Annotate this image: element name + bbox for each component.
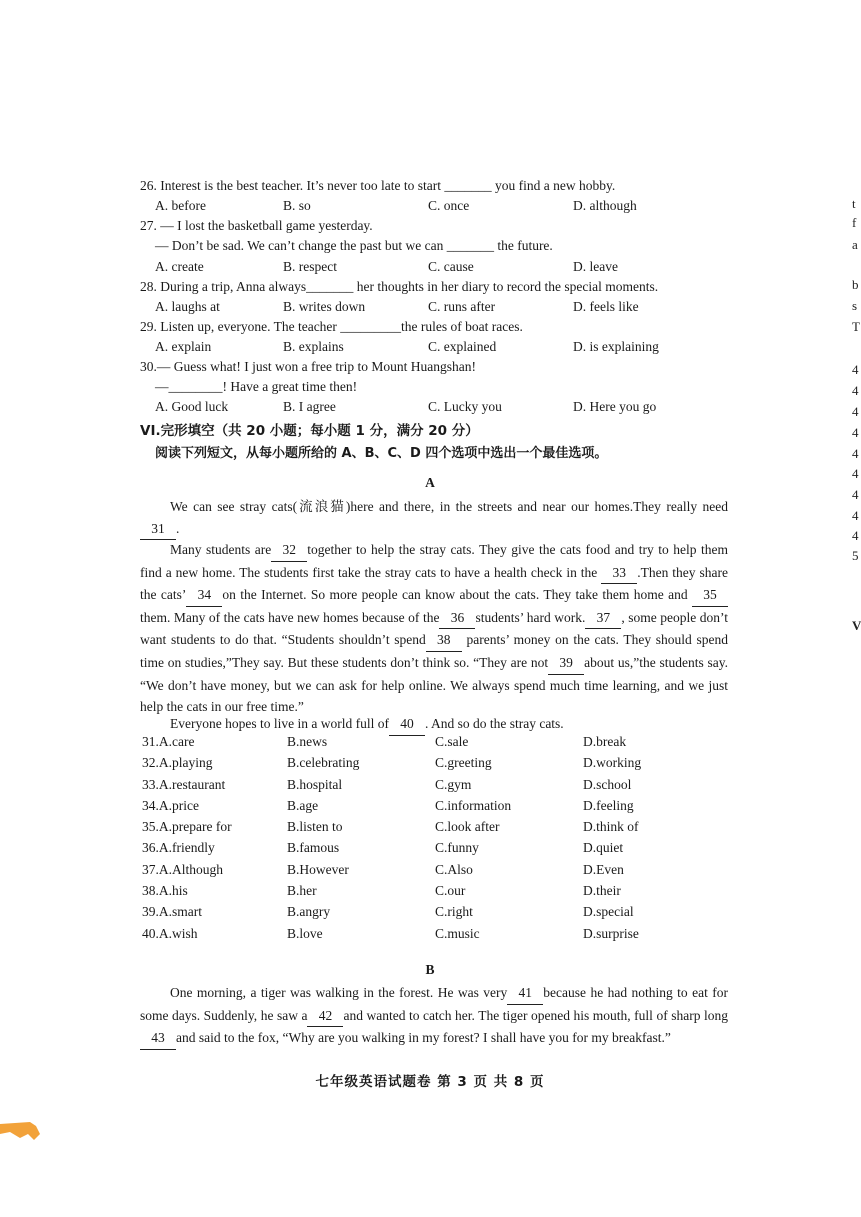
choice-row (142, 840, 742, 861)
choice: 35.A.prepare for (142, 819, 232, 835)
option: D. although (573, 198, 637, 213)
choice-row (142, 798, 742, 819)
passage-text: and wanted to catch her. The tiger opened his mouth, full of sharp long (343, 1007, 728, 1023)
passage-a-paragraph-2 (140, 539, 728, 718)
option: B. explains (283, 339, 344, 354)
option: D. is explaining (573, 339, 659, 354)
choice: D.break (583, 734, 627, 749)
question-28-stem: 28. During a trip, Anna always_______ her thoughts in her diary to record the special moments. (140, 279, 659, 294)
option: C. Lucky you (428, 399, 502, 414)
choice: D.school (583, 776, 632, 792)
option: B. I agree (283, 399, 336, 414)
choice: C.greeting (435, 755, 492, 771)
section-heading: VI.完形填空（共 20 小题；每小题 1 分，满分 20 分） (140, 423, 479, 439)
choice-row (142, 819, 742, 840)
passage-text: . (176, 520, 180, 536)
question-27-stem: 27. — I lost the basketball game yesterday. (140, 218, 373, 233)
choices-table (142, 734, 742, 947)
passage-text: . And so do the stray cats. (424, 716, 564, 731)
choice-row (142, 755, 742, 776)
blank-38: 38 (426, 629, 462, 652)
choice: D.working (583, 755, 642, 771)
choice: C.Also (435, 861, 473, 877)
choice: 32.A.playing (142, 755, 213, 771)
passage-text: Many students are (170, 542, 272, 557)
edge-char: 4 (852, 508, 859, 523)
edge-char: V (852, 618, 861, 633)
edge-char: a (852, 237, 858, 252)
passage-a-title: A (425, 475, 435, 490)
passage-text: , some people don’t want students to do that. “Students shouldn’t spend (140, 609, 729, 648)
choice: D.Even (583, 861, 624, 877)
choice: D.their (583, 883, 621, 899)
blank-34: 34 (186, 584, 222, 607)
edge-char: b (852, 277, 859, 292)
choice: D.surprise (583, 925, 639, 941)
option: A. before (155, 198, 206, 213)
page-footer: 七年级英语试题卷 第 3 页 共 8 页 (315, 1074, 545, 1090)
passage-text: them. Many of the cats have new homes because of the (140, 609, 440, 625)
choice: C.music (435, 925, 480, 941)
choice: 37.A.Although (142, 861, 223, 877)
choice: B.news (287, 734, 328, 749)
choice: B.famous (287, 840, 340, 856)
edge-char: 5 (852, 548, 859, 563)
passage-text: One morning, a tiger was walking in the forest. He was very (170, 985, 508, 1000)
passage-text: because he had nothing to eat for some days. Suddenly, he saw a (140, 985, 729, 1023)
passage-text: .Then they share the cats’ (140, 564, 728, 603)
edge-char: s (852, 298, 858, 313)
blank-43: 43 (140, 1027, 176, 1050)
choice: C.look after (435, 819, 500, 835)
edge-char: 4 (852, 383, 859, 398)
option: B. so (283, 198, 311, 213)
option: D. leave (573, 259, 618, 274)
edge-char: t (852, 196, 856, 211)
choice: C.gym (435, 776, 472, 792)
stamp-mark-icon (0, 1120, 44, 1142)
choice: D.quiet (583, 840, 624, 856)
section-instruction: 阅读下列短文，从每小题所给的 A、B、C、D 四个选项中选出一个最佳选项。 (155, 446, 608, 461)
passage-a-paragraph-1 (140, 496, 728, 540)
edge-char: T (852, 319, 860, 334)
blank-32: 32 (271, 539, 307, 562)
question-29-stem: 29. Listen up, everyone. The teacher _________the rules of boat races. (140, 319, 523, 334)
passage-text: on the Internet. So more people can know about the cats. They take them home and (222, 587, 692, 603)
choice: B.love (287, 925, 323, 941)
edge-char: 4 (852, 466, 859, 481)
choice-row (142, 926, 742, 947)
choice: B.her (287, 883, 317, 899)
choice-row (142, 862, 742, 883)
passage-text: about us,”the students say. “We don’t have money, but we can ask for help online. We always spend much time learning, and we just help the cats in our free time.” (140, 654, 728, 715)
blank-41: 41 (507, 982, 543, 1005)
passage-text: parents’ money on the cats. They should spend time on studies,”They say. But these students don’t think so. “They are not (140, 632, 728, 670)
passage-a-paragraph-3 (140, 713, 728, 736)
option: A. laughs at (155, 299, 220, 314)
choice: B.hospital (287, 776, 343, 792)
choice: B.However (287, 861, 349, 877)
choice: C.funny (435, 840, 479, 856)
edge-char: 4 (852, 528, 859, 543)
question-27-stem-2: — Don’t be sad. We can’t change the past but we can _______ the future. (155, 238, 553, 253)
blank-33: 33 (601, 562, 637, 585)
option: B. writes down (283, 299, 366, 314)
question-26-stem: 26. Interest is the best teacher. It’s never too late to start _______ you find a new hobby. (140, 178, 616, 193)
choice: D.think of (583, 819, 639, 835)
choice: 33.A.restaurant (142, 776, 226, 792)
choice: B.celebrating (287, 755, 360, 771)
passage-text: We can see stray cats(流浪猫)here and there, in the streets and near our homes.They really need (170, 499, 728, 514)
edge-char: 4 (852, 362, 859, 377)
blank-35: 35 (692, 584, 728, 607)
edge-char: 4 (852, 446, 859, 461)
choice: C.information (435, 797, 512, 813)
option: D. feels like (573, 299, 639, 314)
choice: C.sale (435, 734, 469, 749)
option: C. once (428, 198, 470, 213)
blank-39: 39 (548, 652, 584, 675)
choice: B.age (287, 797, 319, 813)
passage-b-title: B (425, 962, 435, 977)
option: A. create (155, 259, 204, 274)
option: A. Good luck (155, 399, 229, 414)
choice: 40.A.wish (142, 925, 198, 941)
choice-row (142, 904, 742, 925)
passage-text: students’ hard work. (475, 609, 586, 625)
edge-char: f (852, 215, 857, 230)
choice: D.feeling (583, 797, 634, 813)
question-30-stem: 30.— Guess what! I just won a free trip to Mount Huangshan! (140, 359, 476, 374)
edge-char: 4 (852, 404, 859, 419)
choice: 38.A.his (142, 883, 188, 899)
edge-char: 4 (852, 425, 859, 440)
option: C. explained (428, 339, 497, 354)
option: C. cause (428, 259, 474, 274)
option: B. respect (283, 259, 337, 274)
choice: C.right (435, 904, 473, 920)
choice: B.angry (287, 904, 331, 920)
choice-row (142, 734, 742, 755)
passage-b-paragraph (140, 982, 728, 1050)
question-30-stem-2: —________! Have a great time then! (155, 379, 358, 394)
choice: 36.A.friendly (142, 840, 215, 856)
choice: 34.A.price (142, 797, 199, 813)
passage-text: together to help the stray cats. They give the cats food and try to help them find a new home. The students first take the stray cats to have a health check in the (140, 542, 728, 580)
option: C. runs after (428, 299, 496, 314)
choice: 39.A.smart (142, 904, 202, 920)
blank-36: 36 (439, 607, 475, 630)
choice: B.listen to (287, 819, 343, 835)
blank-42: 42 (307, 1005, 343, 1028)
option: A. explain (155, 339, 212, 354)
choice: C.our (435, 883, 466, 899)
choice-row (142, 883, 742, 904)
blank-31: 31 (140, 518, 176, 541)
option: D. Here you go (573, 399, 657, 414)
choice: 31.A.care (142, 734, 195, 749)
blank-37: 37 (585, 607, 621, 630)
passage-text: Everyone hopes to live in a world full of (170, 716, 389, 731)
choice: D.special (583, 904, 634, 920)
edge-char: 4 (852, 487, 859, 502)
choice-row (142, 777, 742, 798)
passage-text: and said to the fox, “Why are you walking in my forest? I shall have you for my breakfast.” (176, 1030, 671, 1046)
blank-40: 40 (389, 713, 425, 736)
